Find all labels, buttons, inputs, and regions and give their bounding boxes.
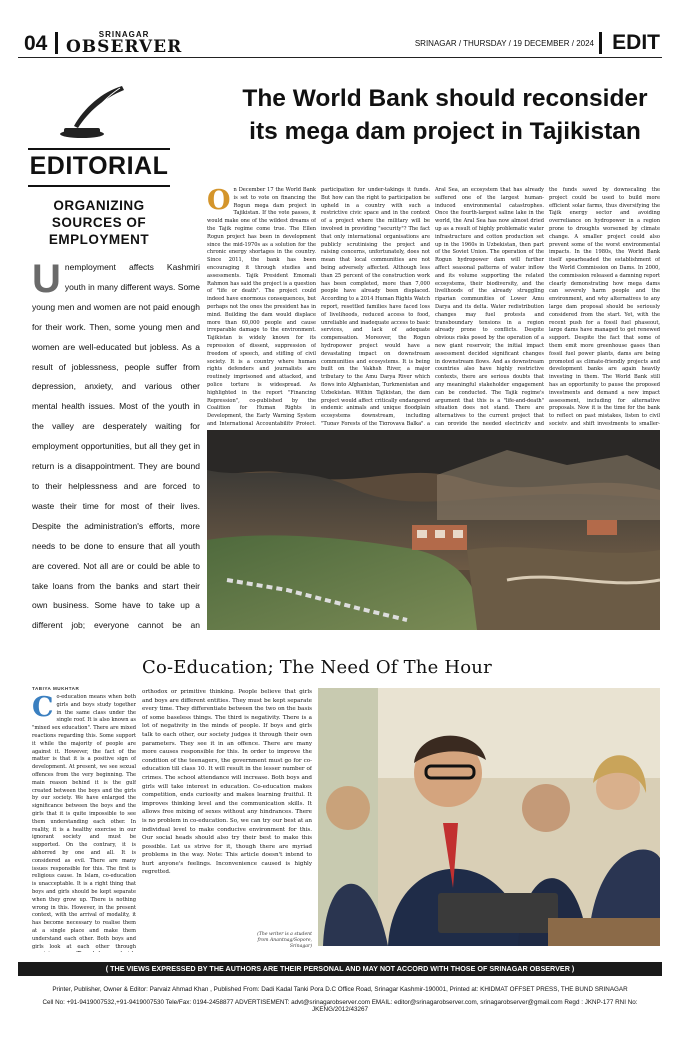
co-education-text: o-education means when both girls and boys study together in the same class under the single roof. It is also known as "mixed sex education". There are mixed reactions regarding this. Some support it while the majority of people are against it. However, the fact of the matter is that it is a positive sign of development. At present, we see sexual offences from the very beginning. The main reason behind it is the gulf created between the boys and the girls by our society. We have enlarged the significance between the boys and the girls that it is quite impossible to see them understanding each other. In reality, it is a healthy exercise in our ignorant society and must be supported. On the contrary, it is abhorred by one and all. It is considered as evil. There are many issues responsible for this. The first is religious cause. In Islam, co-education is unacceptable. It is a right thing that boys and girls should be kept separate when they grow up. There is nothing wrong in this. However, in the present context, with the arrival of modality, it has become necessary to realise them at a single place and make them understand each other. Both boys and girls look at each other through <box>32 694 136 950</box>
article-text: the funds saved by downscaling the project could be used to build more efficient solar farms, thus diversifying the Tajik energy sector and avoiding overreliance on hydropower in a region prone to droughts worsened by climate change. A smaller project could also prevent some of the worst environmental impacts. In the 1980s, the World Bank itself spearheaded the establishment of the World Commission on Dams. In 2000, the commission released a damning report clearly demonstrating how mega dams can severely harm people and the environment, and why alternatives to any large dam proposal should be seriously considered from the start. Yet, with the recent push for a fossil fuel phaseout, large dams have managed to get renewed support. Despite the fact that some of them emit more greenhouse gases than fossil fuel power plants, dams are being promoted as climate-friendly projects and development banks are again heavily investing in them. The World Bank still has an opportunity to pause the proposed investments and demand a new impact assessment, including for alternative proposals. Now it is the time for the bank to reflect on past mistakes, listen to civil society, and shift investments to smaller- <box>549 187 660 425</box>
author-note: (The writer is a student from Anantnag/Sopore, Srinagar) <box>257 932 312 949</box>
co-education-dropcap: C <box>32 694 54 723</box>
article-text: participation for under-takings it funds. But how can the right to participation be upheld in a country with such a restrictive civic space and in the context of a project where the military will be involved in providing "security"? The fact that only international organisations are publicly scrutinising the project and raising concerns, unfortunately, does not mean that local communities are not being adversely affected. Although less than 25 percent of the construction work has been completed, more than 7,000 people have already been displaced. According to a 2014 Human Rights Watch report, resettled families have faced loss of livelihoods, reduced access to food, unreliable and inadequate access to basic services, and lack of adequate compensation. Moreover, the Rogun hydropower project would have a devastating impact on downstream communities and ecosystems. It is being built on the Vakhsh River, a major tributary to the Amu Darya River which flows into Afghanistan, Turkmenistan and Uzbekistan. Within Tajikistan, the dam project would affect critically endangered endemic animals and unique floodplain ecosystems downstream, including "Tugay Forests of the Tigrovaya Balka", a <box>321 187 430 425</box>
editorial-subtitle: ORGANIZING SOURCES OF EMPLOYMENT <box>48 198 150 247</box>
article-dropcap: O <box>207 187 231 216</box>
editorial-label: EDITORIAL <box>29 152 169 180</box>
header-divider <box>599 32 602 54</box>
masthead <box>66 30 182 56</box>
dam-photo <box>207 430 660 630</box>
article-column-1 <box>207 187 316 425</box>
masthead-title: OBSERVER <box>66 37 183 57</box>
byline: TABIYA MUKHTAR <box>32 686 80 691</box>
editorial-text: nemployment affects Kashmiri youth in many different ways. Some young men and women are not paid enough for their work. Then, some young men and women are well-educated but jobless. As a result of joblessness, people suffer from depression, anxiety, and various other mental health issues. Most of the youth in the valley are desperately waiting for employment opportunities, but all they get in return is a disappointment. They are bound to their helplessness and are forced to waste their time for most of their lives. Despite the administration's efforts, more needs to be done to ensure that all youth are covered. Not all are or could be able to take loans from the banks and start their own business. Some have to take up a different job; everyone cannot be an <box>32 262 200 631</box>
editorial-body <box>32 258 200 638</box>
quill-ink-icon <box>52 82 138 142</box>
co-education-text: orthodox or primitive thinking. People believe that girls and boys are different entities. They must be kept separate every time. They differentiate between the two on the basis of some baseless things. The third is negativity. There is a lot of negativity in the minds of people. If boys and girls talk to each other, our society judges it through their own parameters. They see it in an offence. There are many more causes responsible for this. In order to improve the condition of the teenagers, the government must go for co-education till class 10. It will result in the lesser number of crimes. The school attendance will increase. Both boys and girls will take interest in education. Co-education makes competition, ends curiosity and makes learning fruitful. It improves thinking level and the communication skills. It allows free mixing of sexes without any hindrances. There is no problem in co-education. So, we can try our best at an individual level to make conducive environment for this. Our social heads should also try their best to make this possible. Let us strive for it, though there are myriad problems in the way. Note: This article doesn't intend to hurt anyone's feelings. Inconvenience caused is highly regretted. <box>142 689 312 876</box>
editorial-rule-top <box>28 148 170 150</box>
imprint-line-1: Printer, Publisher, Owner & Editor: Parvaiz Ahmad Khan , Published From: Dadi Kadal Tanki Pora D.C Office Road, Srinagar Kashmir-190001, Printed at: KHIDMAT OFFSET PRESS, THE BUND SRINAGAR <box>52 986 628 993</box>
article-column-2 <box>321 187 430 425</box>
imprint-line-2: Cell No: +91-9419007532,+91-9419007530 Tele/Fax: 0194-2458877 ADVERTISEMENT: advt@srinagarobserver.com EMAIL: editor@srinagarobserver.com, srinagarobserver@gmail.com Regd : JKNP-177 RNI No: JKENG/2012/43267 <box>42 999 638 1013</box>
section-label: EDIT <box>612 31 660 54</box>
editorial-dropcap: U <box>32 258 61 301</box>
co-education-column-2 <box>142 688 312 924</box>
article-column-4 <box>549 187 660 425</box>
co-education-column-1 <box>32 694 136 952</box>
dateline: SRINAGAR / THURSDAY / 19 DECEMBER / 2024 <box>414 39 594 48</box>
masthead-small: SRINAGAR <box>98 30 150 39</box>
co-education-headline: Co-Education; The Need Of The Hour <box>142 657 492 678</box>
page-header <box>18 28 662 58</box>
editorial-rule-bottom <box>28 185 170 187</box>
article-text: Aral Sea, an ecosystem that has already suffered one of the largest human-induced environmental catastrophes. Once the fourth-largest saline lake in the world, the Aral Sea has now almost dried up as a result of highly problematic water infrastructure and cotton production set up in the 1960s in Uzbekistan, then part of the Soviet Union. The operation of the Rogun hydropower dam will further affect seasonal patterns of water inflow and its volume supporting the related ecosystems, their biodiversity, and the livelihoods of the already struggling riparian communities of Lower Amu Darya and its delta. Water redistribution changes may fuel protests and transboundary tensions in a region already prone to conflicts. Despite obvious risks posed by the operation of a new giant reservoir, the initial impact assessment decided significant changes in downstream flows. And as downstream countries also have highly restrictive contexts, there are serious doubts that any meaningful stakeholder engagement can be conducted. The Tajik regime's argument that this is a "life-and-death" situation does not stand. There are alternatives to the current project that can provide the needed electricity and <box>435 187 544 425</box>
header-divider <box>55 32 58 54</box>
article-column-3 <box>435 187 544 425</box>
classroom-photo <box>318 688 660 946</box>
page-number: 04 <box>24 32 48 55</box>
main-headline: The World Bank should reconsider its mega dam project in Tajikistan <box>242 85 648 145</box>
article-text: n December 17 the World Bank is set to vote on financing the Rogun mega dam project in Tajikistan. If the vote passes, it would make one of the wildest dreams of the Tajik regime come true. The Ellen Rogun project has been in development since the mid-1970s as a solution for the chronic energy shortages in the country. Since 2011, the bank has been encouraging it through studies and assessments. Tajik President Emomali Rahmon has said the project is a question of "life or death". The project could indeed have enormous consequences, but perhaps not the ones the president has in mind. Building the dam would displace more than 60,000 people and cause irreparable damage to the environment. Tajikistan is widely known for its repression of dissent, suppression of freedom of speech, and stifling of civil society. It is a country where human rights defenders and journalists are routinely imprisoned and attacked, and police torture is widespread. As highlighted in the report "Financing Repression", co-published by the Coalition for Human Rights in Development, the Early Warning System and International Accountability Project, <box>207 187 316 425</box>
disclaimer-bar: ( THE VIEWS EXPRESSED BY THE AUTHORS ARE THEIR PERSONAL AND MAY NOT ACCORD WITH THOSE OF SRINAGAR OBSERVER ) <box>18 962 662 976</box>
